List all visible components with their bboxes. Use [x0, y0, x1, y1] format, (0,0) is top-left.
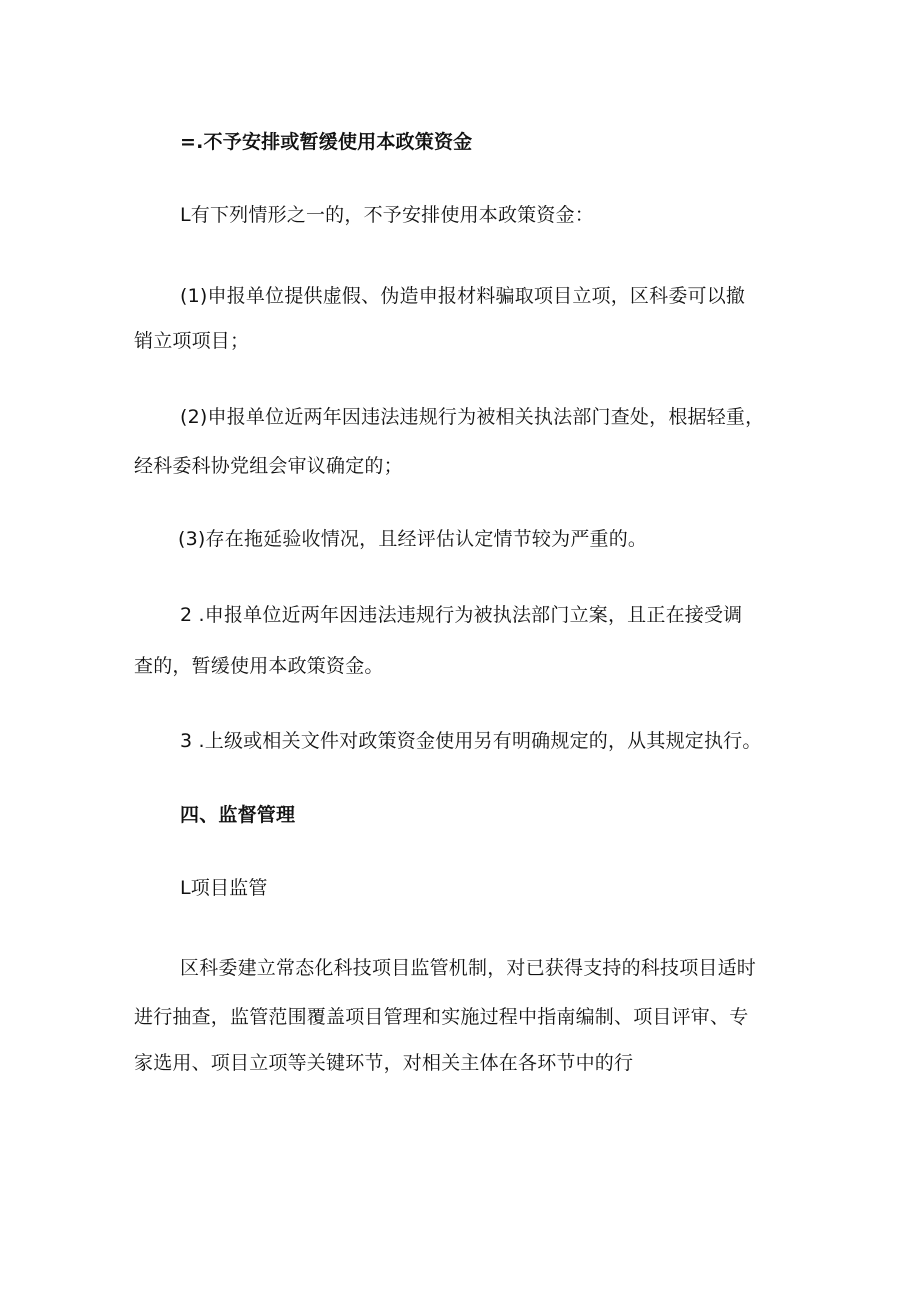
paragraph-item1-intro: L有下列情形之一的，不予安排使用本政策资金：: [180, 204, 594, 226]
paragraph-item2-line1: 2 .申报单位近两年因违法违规行为被执法部门立案，且正在接受调: [180, 604, 743, 626]
paragraph-supervision-line1: 区科委建立常态化科技项目监管机制，对已获得支持的科技项目适时: [180, 957, 757, 979]
paragraph-item2-line2: 查的，暂缓使用本政策资金。: [134, 655, 384, 677]
paragraph-item1-sub1-line1: (1)申报单位提供虚假、伪造申报材料骗取项目立项，区科委可以撤: [180, 285, 746, 307]
paragraph-item1-sub2-line1: (2)申报单位近两年因违法违规行为被相关执法部门查处，根据轻重，: [180, 406, 765, 428]
paragraph-item1-sub1-line2: 销立项项目；: [134, 330, 250, 352]
sub-heading-project-supervision: L项目监管: [180, 877, 268, 899]
paragraph-supervision-line2: 进行抽查，监管范围覆盖项目管理和实施过程中指南编制、项目评审、专: [134, 1006, 749, 1028]
paragraph-item1-sub3: (3)存在拖延验收情况，且经评估认定情节较为严重的。: [178, 528, 648, 550]
paragraph-item3: 3 .上级或相关文件对政策资金使用另有明确规定的，从其规定执行。: [180, 730, 762, 752]
paragraph-item1-sub2-line2: 经科委科协党组会审议确定的；: [134, 455, 403, 477]
paragraph-supervision-line3: 家选用、项目立项等关键环节，对相关主体在各环节中的行: [134, 1052, 634, 1074]
section-heading-suspend-funds: =.不予安排或暂缓使用本政策资金: [180, 131, 473, 153]
section-heading-supervision: 四、监督管理: [180, 804, 296, 826]
